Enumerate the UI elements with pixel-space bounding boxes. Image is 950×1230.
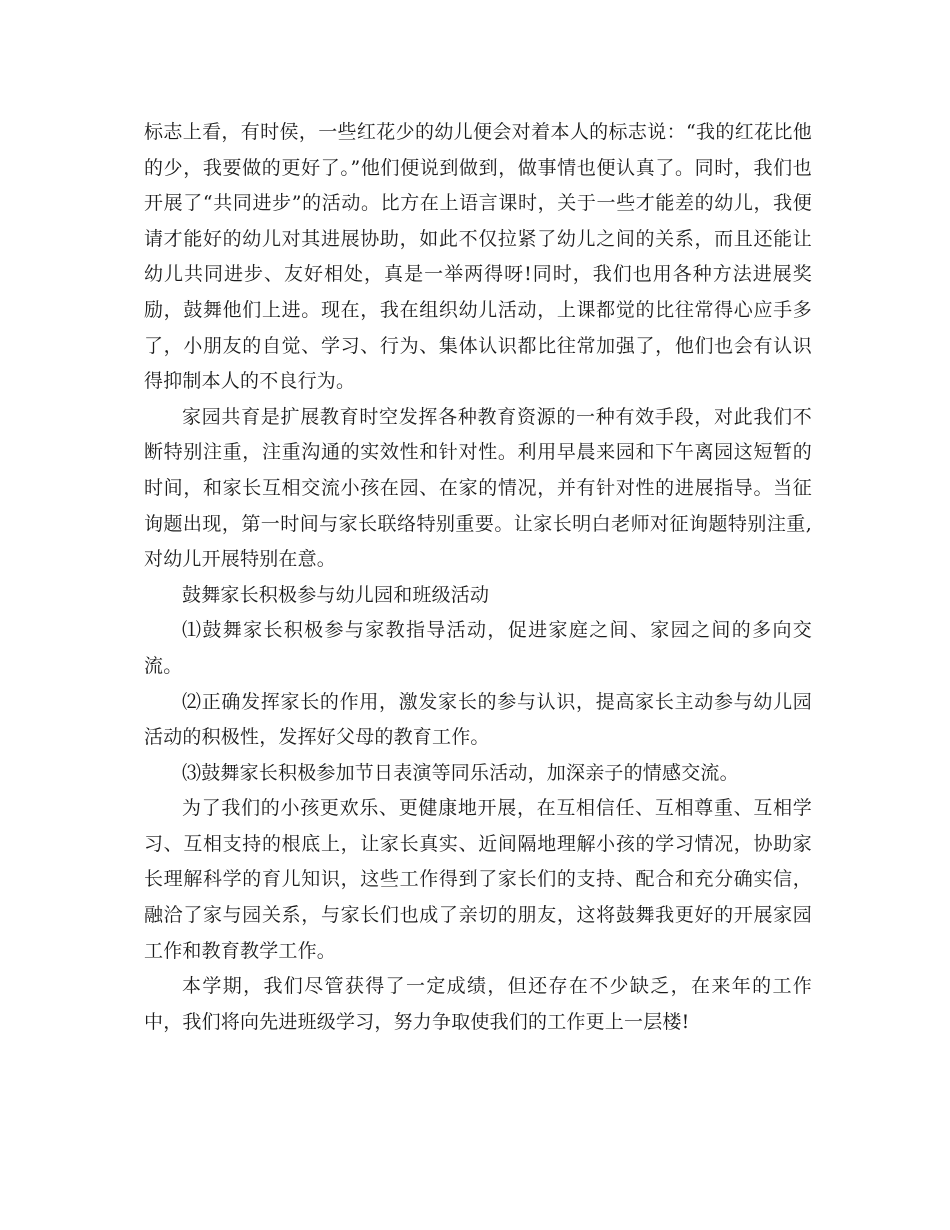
document-page [144, 115, 812, 1040]
paragraph-7: 为了我们的小孩更欢乐、更健康地开展，在互相信任、互相尊重、互相学习、互相支持的根底上，让家长真实、近间隔地理解小孩的学习情况，协助家长理解科学的育儿知识，这些工作得到了家长们的支持、配合和充分确实信，融洽了家与园关系，与家长们也成了亲切的朋友，这将鼓舞我更好的开展家园工作和教育教学工作。 [144, 797, 812, 962]
paragraph-5-item-2: ⑵正确发挥家长的作用，激发家长的参与认识，提高家长主动参与幼儿园活动的积极性，发挥好父母的教育工作。 [144, 690, 812, 749]
paragraph-2: 家园共育是扩展教育时空发挥各种教育资源的一种有效手段，对此我们不断特别注重，注重沟通的实效性和针对性。利用早晨来园和下午离园这短暂的时间，和家长互相交流小孩在园、在家的情况，并有针对性的进展指导。当征询题出现，第一时间与家长联络特别重要。让家长明白老师对征询题特别注重,对幼儿开展特别在意。 [144, 405, 812, 571]
paragraph-3-heading: 鼓舞家长积极参与幼儿园和班级活动 [182, 583, 490, 606]
paragraph-8: 本学期，我们尽管获得了一定成绩，但还存在不少缺乏，在来年的工作中，我们将向先进班级学习，努力争取使我们的工作更上一层楼! [144, 975, 812, 1033]
paragraph-4-item-1: ⑴鼓舞家长积极参与家教指导活动，促进家庭之间、家园之间的多向交流。 [144, 619, 812, 677]
paragraph-6-item-3: ⑶鼓舞家长积极参加节日表演等同乐活动，加深亲子的情感交流。 [182, 761, 739, 784]
paragraph-1: 标志上看，有时侯，一些红花少的幼儿便会对着本人的标志说：“我的红花比他的少，我要做的更好了。”他们便说到做到，做事情也便认真了。同时，我们也开展了“共同进步”的活动。比方在上语言课时，关于一些才能差的幼儿，我便请才能好的幼儿对其进展协助，如此不仅拉紧了幼儿之间的关系，而且还能让幼儿共同进步、友好相处，真是一举两得呀!同时，我们也用各种方法进展奖励，鼓舞他们上进。现在，我在组织幼儿活动，上课都觉的比往常得心应手多了，小朋友的自觉、学习、行为、集体认识都比往常加强了，他们也会有认识得抑制本人的不良行为。 [144, 121, 812, 393]
